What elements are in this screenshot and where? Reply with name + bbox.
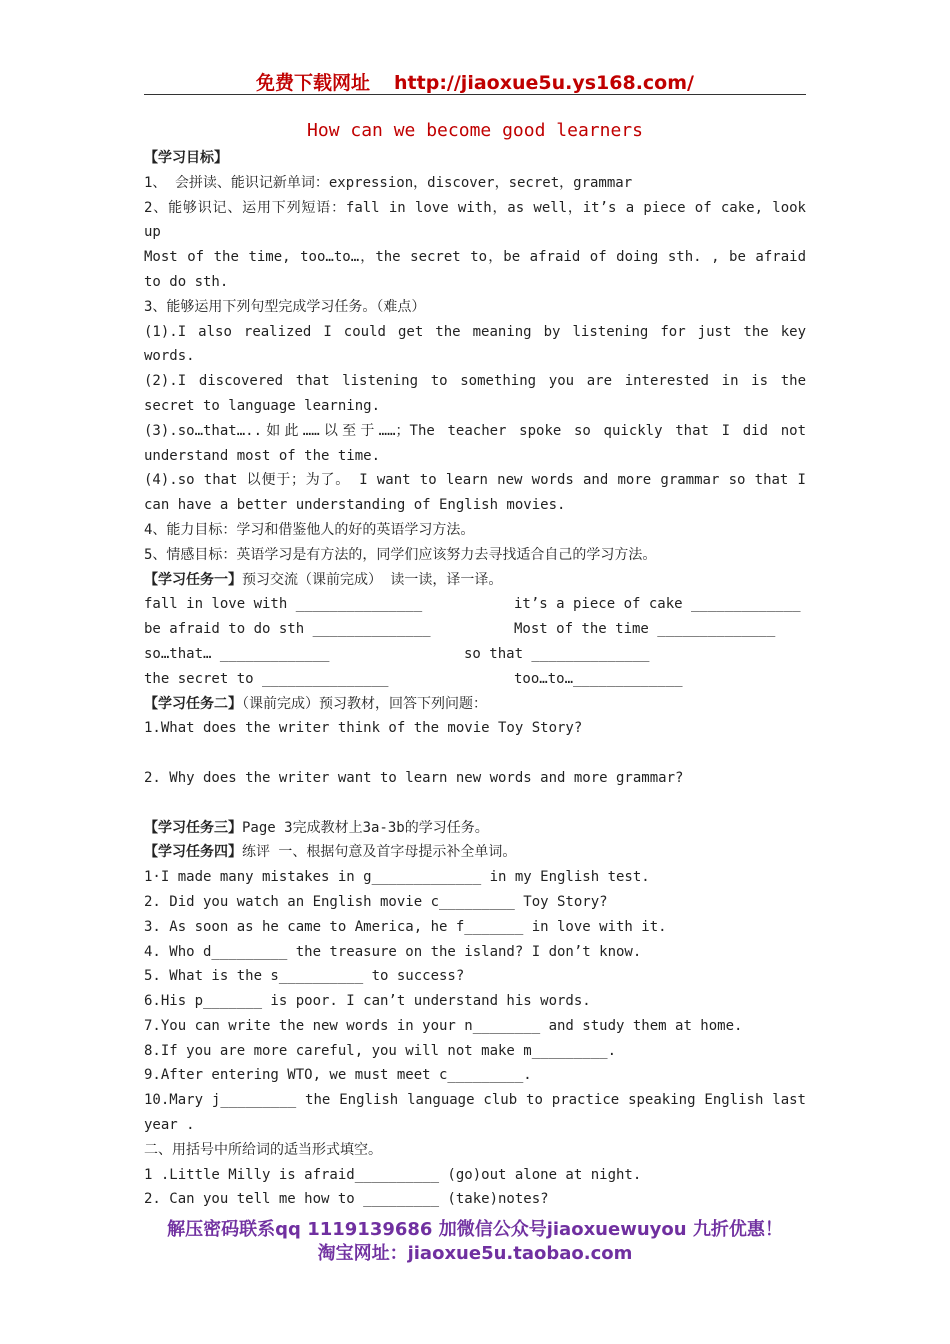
exercise-item: 1·I made many mistakes in g_____________ in my English test.: [144, 869, 650, 886]
objectives-heading: 【学习目标】: [144, 150, 228, 166]
answer-space: [144, 741, 806, 766]
task2-question-1: 1.What does the writer think of the movie Toy Story?: [144, 720, 583, 737]
document-body: [144, 146, 806, 1212]
exercise-item: 10.Mary j_________ the English language club to practice speaking English last: [144, 1092, 806, 1109]
page-title: How can we become good learners: [307, 120, 643, 141]
objective-line-1: 1、 会拼读、能识记新单词：expression，discover，secret，grammar: [144, 174, 633, 191]
translate-item: so that ______________: [464, 645, 650, 662]
sentence-4-cont: can have a better understanding of English movies.: [144, 497, 566, 514]
sentence-1-cont: words.: [144, 348, 195, 365]
header-label: 免费下载网址: [256, 72, 371, 94]
task4-heading-line: [144, 840, 806, 865]
page-footer: [144, 1218, 806, 1266]
task1-heading-line: [144, 568, 806, 593]
exercise-item: 3. As soon as he came to America, he f_______ in love with it.: [144, 918, 667, 935]
translate-item: be afraid to do sth ______________: [144, 621, 431, 638]
objective-line-2-phrases: Most of the time, too…to…，the secret to，be afraid of doing sth. , be afraid: [144, 249, 806, 266]
task3-heading: 【学习任务三】: [144, 819, 242, 836]
sentence-3: (3).so…that…..如此……以至于……；The teacher spoke so quickly that I did not: [144, 422, 806, 439]
objective-line-5: 5、情感目标：英语学习是有方法的，同学们应该努力去寻找适合自己的学习方法。: [144, 546, 657, 563]
task1-heading: 【学习任务一】: [144, 571, 242, 588]
sentence-4: (4).so that 以便于；为了。 I want to learn new words and more grammar so that I: [144, 472, 806, 489]
exercise-item: 9.After entering WTO, we must meet c_________.: [144, 1067, 532, 1084]
footer-shop-link[interactable]: 淘宝网址：jiaoxue5u.taobao.com: [317, 1243, 633, 1264]
task4-desc: 练评 一、根据句意及首字母提示补全单词。: [242, 844, 517, 861]
answer-space: [144, 791, 806, 816]
part2-item: 2. Can you tell me how to _________ (take)notes?: [144, 1191, 549, 1208]
objective-line-2-end: to do sth.: [144, 273, 229, 290]
translate-item: the secret to _______________: [144, 670, 389, 687]
exercise-item: 8.If you are more careful, you will not make m_________.: [144, 1042, 617, 1059]
sentence-2: (2).I discovered that listening to something you are interested in is the: [144, 373, 806, 390]
exercise-item: 2. Did you watch an English movie c_________ Toy Story?: [144, 893, 608, 910]
translate-item: fall in love with _______________: [144, 596, 423, 613]
translate-row: [144, 592, 806, 617]
exercise-item-cont: year .: [144, 1117, 195, 1134]
translate-row: [144, 667, 806, 692]
translate-item: too…to…_____________: [514, 670, 683, 687]
translate-row: [144, 642, 806, 667]
exercise-item: 5. What is the s__________ to success?: [144, 968, 465, 985]
translate-item: it’s a piece of cake _____________: [514, 596, 801, 613]
task3-heading-line: [144, 816, 806, 841]
header-divider: [144, 94, 806, 95]
objective-line-2: 2、能够识记、运用下列短语：fall in love with，as well，it’s a piece of cake, look: [144, 199, 806, 216]
task2-heading: 【学习任务二】: [144, 695, 242, 712]
sentence-2-cont: secret to language learning.: [144, 397, 381, 414]
objective-line-4: 4、能力目标：学习和借鉴他人的好的英语学习方法。: [144, 521, 475, 538]
footer-contact: 解压密码联系qq 1119139686 加微信公众号jiaoxuewuyou 九折优惠！: [167, 1219, 783, 1240]
task2-question-2: 2. Why does the writer want to learn new words and more grammar?: [144, 769, 684, 786]
page-header: [144, 68, 806, 95]
task4-heading: 【学习任务四】: [144, 844, 242, 861]
exercise-item: 6.His p_______ is poor. I can’t understand his words.: [144, 993, 591, 1010]
task1-desc: 预习交流（课前完成） 读一读，译一译。: [242, 571, 503, 588]
translate-item: so…that… _____________: [144, 645, 330, 662]
translate-item: Most of the time ______________: [514, 621, 776, 638]
sentence-1: (1).I also realized I could get the meaning by listening for just the key: [144, 323, 806, 340]
exercise-item: 4. Who d_________ the treasure on the island? I don’t know.: [144, 943, 642, 960]
exercise-item: 7.You can write the new words in your n________ and study them at home.: [144, 1017, 743, 1034]
part2-heading: 二、用括号中所给词的适当形式填空。: [144, 1141, 382, 1158]
task2-desc: （课前完成）预习教材，回答下列问题：: [242, 695, 487, 712]
task3-desc: Page 3完成教材上3a-3b的学习任务。: [242, 819, 489, 836]
task2-heading-line: [144, 692, 806, 717]
part2-item: 1 .Little Milly is afraid__________ (go)out alone at night.: [144, 1166, 642, 1183]
header-url-link[interactable]: http://jiaoxue5u.ys168.com/: [394, 72, 694, 94]
objective-line-3: 3、能够运用下列句型完成学习任务。（难点）: [144, 298, 426, 315]
sentence-3-cont: understand most of the time.: [144, 447, 381, 464]
objective-line-2-cont: up: [144, 224, 161, 241]
translate-row: [144, 617, 806, 642]
